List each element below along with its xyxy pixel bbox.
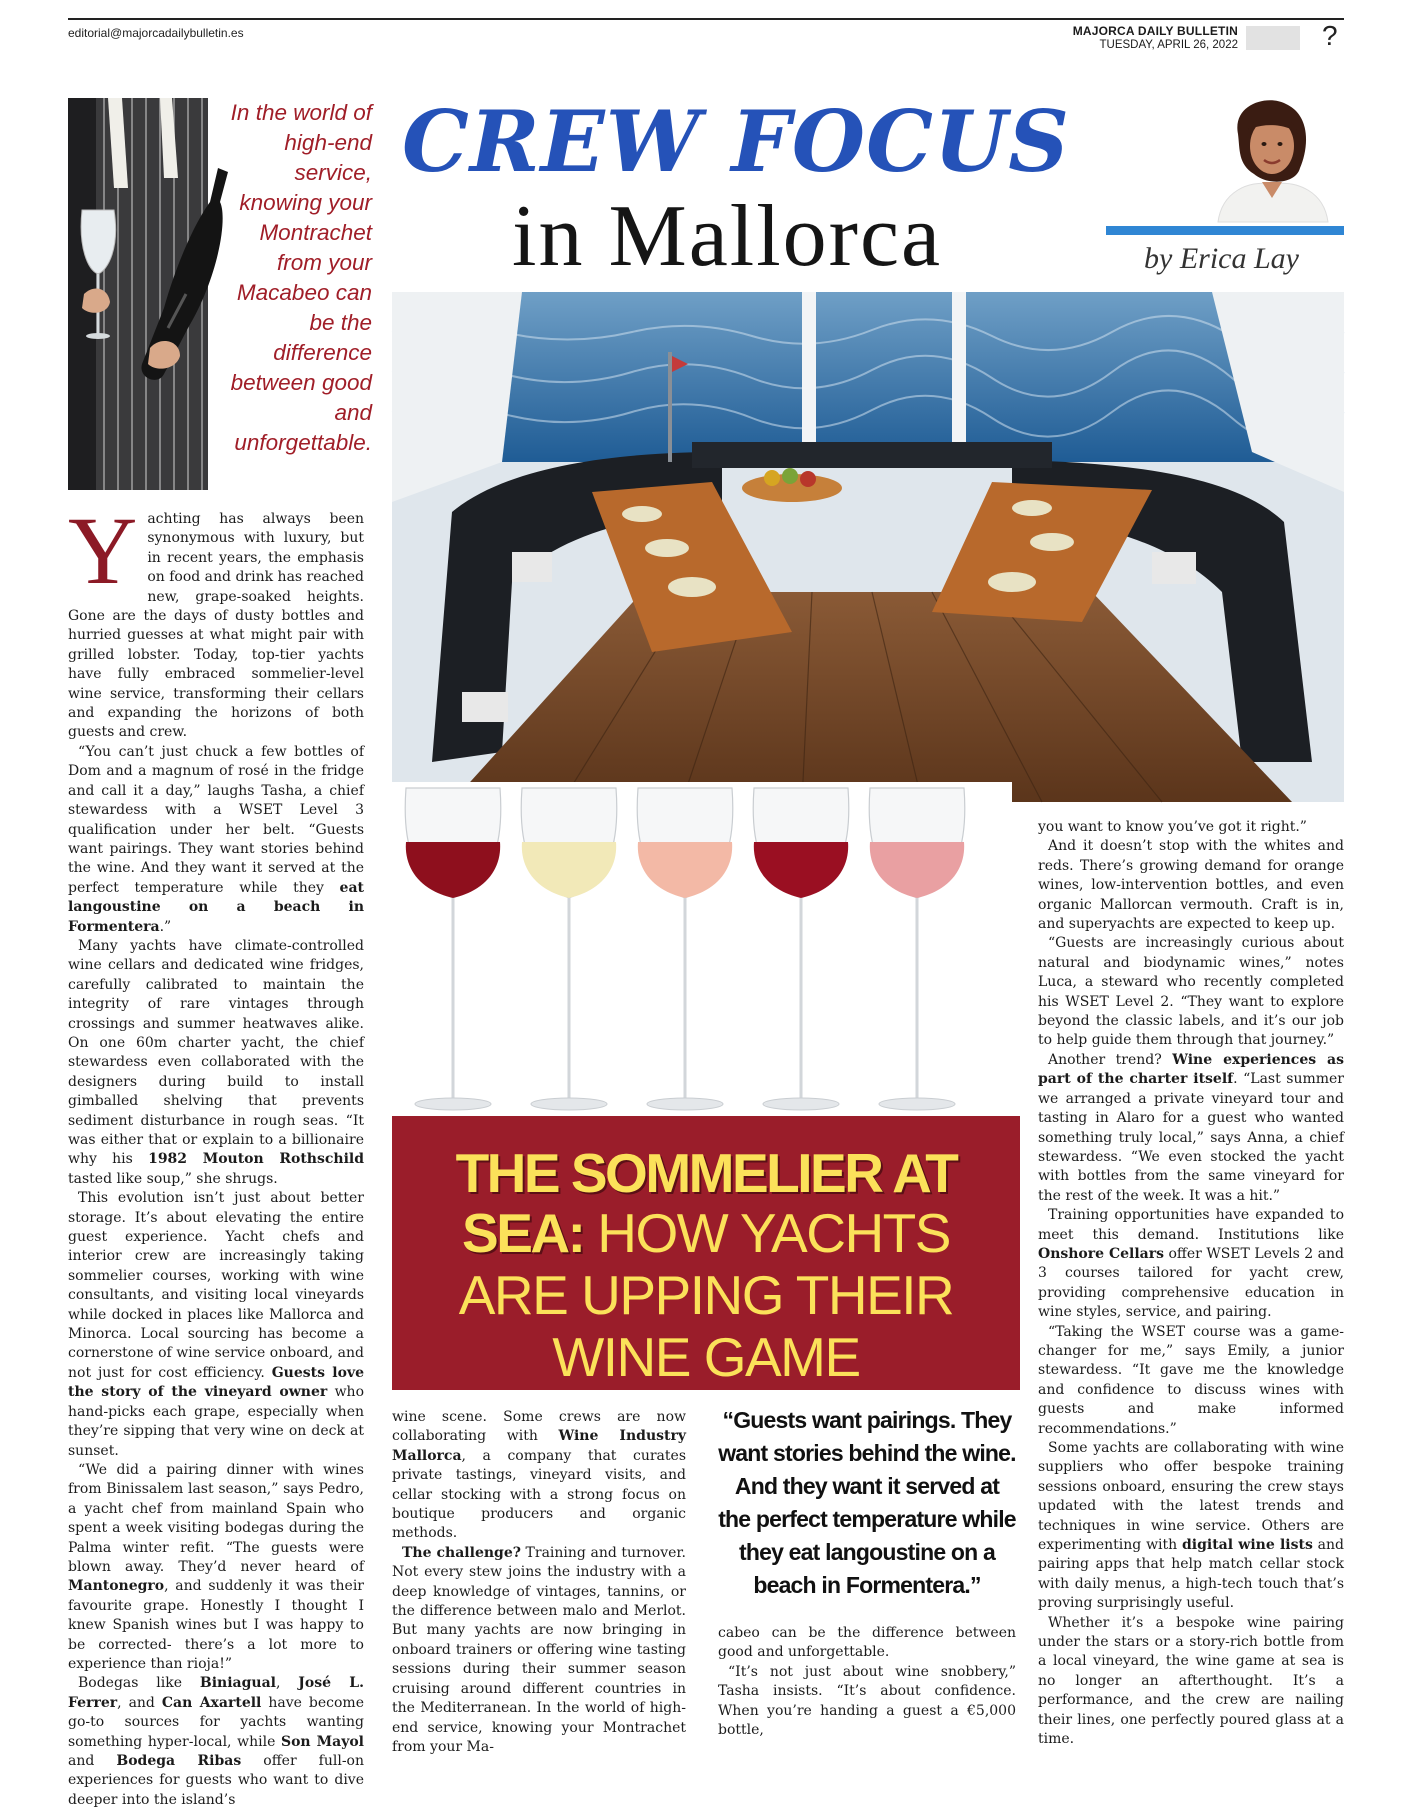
pull-quote-mid: “Guests want pairings. They want stories behind the wine. And they want it served at the perfect temperature while they eat langoustine on a beach in Formentera.” <box>718 1407 1016 1598</box>
story-headline-line3: ARE UPPING THEIR <box>458 1264 954 1326</box>
masthead-box <box>1246 26 1300 50</box>
sommelier-image <box>68 98 228 490</box>
body-paragraph: “It’s not just about wine snobbery,” Tasha insists. “It’s about confidence. When you’re handing a guest a €5,000 bottle, <box>718 1663 1016 1739</box>
byline-bar <box>1106 226 1344 235</box>
body-paragraph: “We did a pairing dinner with wines from Binissalem last season,” says Pedro, a yacht chef from mainland Spain who spent a week visiting bodegas during the Palma winter refit. “The guests were blown away. They’d never heard of Mantonegro, and suddenly it was their favourite grape. Honestly I thought I knew Spanish wines but I was happy to be corrected- there’s a lot more to experience than rioja!” <box>68 1461 364 1672</box>
body-paragraph: Yachting has always been synonymous with luxury, but in recent years, the emphasis on food and drink has reached new, grape-soaked heights. Gone are the days of dusty bottles and hurried guesses at what might pair with grilled lobster. Today, top-tier yachts have fully embraced sommelier-level wine service, transforming their cellars and expanding the horizons of both guests and crew. <box>68 497 364 741</box>
body-paragraph: Another trend? Wine experiences as part of the charter itself. “Last summer we arranged a private vineyard tour and tasting in Alaro for a guest who wanted something truly local,” says Anna, a chief stewardess. “We even stocked the yacht with bottles from the same vineyard for the rest of the week. It was a hit.” <box>1038 1051 1344 1204</box>
body-column-1 <box>68 497 364 1808</box>
story-headline-line4: WINE GAME <box>552 1326 860 1388</box>
byline: by Erica Lay <box>1144 242 1299 275</box>
body-paragraph: This evolution isn’t just about better storage. It’s about elevating the entire guest experience. Yacht chefs and interior crew are increasingly taking sommelier courses, working with wine consultants, and visiting local vineyards while docked in places like Mallorca and Minorca. Local sourcing has become a cornerstone of wine service onboard, and not just for cost efficiency. Guests love the story of the vineyard owner who hand-picks each grape, especially when they’re sipping that very wine on deck at sunset. <box>68 1190 364 1459</box>
story-headline-line2-bold: SEA: <box>462 1202 584 1264</box>
body-paragraph: And it doesn’t stop with the whites and reds. There’s growing demand for orange wines, low-intervention bottles, and even organic Mallorcan vermouth. Craft is in, and superyachts are expected to keep up. <box>1038 838 1344 933</box>
body-paragraph: cabeo can be the difference between good and unforgettable. <box>718 1625 1016 1661</box>
body-paragraph: The challenge? Training and turnover. Not every stew joins the industry with a deep knowledge of vintages, tannins, or the difference between malo and Merlot. But many yachts are now bringing in onboard trainers or offering wine tasting sessions during their summer season cruising around different countries in the Mediterranean. In the world of high-end service, knowing your Montrachet from your Ma- <box>392 1544 686 1755</box>
body-paragraph: “Guests are increasingly curious about natural and biodynamic wines,” notes Luca, a steward who recently completed his WSET Level 2. “They want to explore beyond the classic labels, and it’s our job to help guide them through that journey.” <box>1038 935 1344 1049</box>
masthead-rule <box>68 18 1344 20</box>
body-paragraph: wine scene. Some crews are now collaborating with Wine Industry Mallorca, a company that curates private tastings, vineyard visits, and cellar stocking with a strong focus on boutique producers and organic methods. <box>392 1409 686 1542</box>
section-subtitle: in Mallorca <box>512 188 943 285</box>
body-paragraph: Whether it’s a bespoke wine pairing under the stars or a story-rich bottle from a local vineyard, the wine game at sea is no longer an afterthought. It’s a performance, and the crew are nailing their lines, one perfectly poured glass at a time. <box>1038 1614 1344 1748</box>
section-title: CREW FOCUS <box>402 92 1070 191</box>
paper-date: TUESDAY, APRIL 26, 2022 <box>1099 39 1238 51</box>
pull-quote-top: In the world of high-end service, knowing your Montrachet from your Macabeo can be the difference between good and unforgettable. <box>230 100 372 455</box>
body-paragraph: Many yachts have climate-controlled wine cellars and dedicated wine fridges, carefully calibrated to maintain the integrity of rare vintages through crossings and summer heatwaves alike. On one 60m charter yacht, the chief stewardess even collaborated with the designers during build to install gimballed shelving that prevents sediment disturbance in rough seas. “It was either that or explain to a billionaire why his 1982 Mouton Rothschild tasted like soup,” she shrugs. <box>68 937 364 1187</box>
body-paragraph: Training opportunities have expanded to meet this demand. Institutions like Onshore Cellars offer WSET Levels 2 and 3 courses tailored for yacht crew, providing comprehensive education in wine styles, service, and pairing. <box>1038 1207 1344 1321</box>
story-headline-line2: HOW YACHTS <box>583 1202 950 1264</box>
body-column-3 <box>718 1624 1016 1739</box>
body-column-4 <box>1038 818 1344 1748</box>
paper-name: MAJORCA DAILY BULLETIN <box>1072 24 1238 38</box>
yacht-deck-image <box>392 292 1344 802</box>
body-paragraph: “Taking the WSET course was a game-changer for me,” says Emily, a junior stewardess. “It gave me the knowledge and confidence to discuss wines with guests and make informed recommendations.” <box>1038 1323 1344 1437</box>
page-number: ? <box>1322 20 1338 51</box>
story-headline-line1: THE SOMMELIER AT <box>455 1142 957 1204</box>
body-paragraph: “You can’t just chuck a few bottles of Dom and a magnum of rosé in the fridge and call it a day,” laughs Tasha, a chief stewardess with a WSET Level 3 qualification under her belt. “Guests want pairings. They want stories behind the wine. And they want it served at the perfect temperature while they eat langoustine on a beach in Formentera.” <box>68 743 364 935</box>
story-headline-box <box>392 1116 1020 1390</box>
body-paragraph: Some yachts are collaborating with wine suppliers who offer bespoke training sessions onboard, ensuring the crew stays updated with the latest trends and techniques in wine service. Others are experimenting with digital wine lists and pairing apps that help match cellar stock with daily menus, a high-tech touch that’s proving surprisingly useful. <box>1038 1440 1344 1612</box>
drop-cap: Y <box>68 497 138 604</box>
author-photo <box>1208 94 1334 222</box>
story-headline-rest <box>392 1202 1020 1388</box>
masthead-email[interactable]: editorial@majorcadailybulletin.es <box>68 26 244 40</box>
body-paragraph: you want to know you’ve got it right.” <box>1038 819 1307 835</box>
masthead-paper <box>1073 24 1238 52</box>
body-paragraph: Bodegas like Biniagual, José L. Ferrer, and Can Axartell have become go-to sources for yachts wanting something hyper-local, while Son Mayol and Bodega Ribas offer full-on experiences for guests who want to dive deeper into the island’s <box>68 1675 364 1808</box>
body-column-2 <box>392 1408 686 1755</box>
wine-glasses-image <box>392 782 1012 1112</box>
